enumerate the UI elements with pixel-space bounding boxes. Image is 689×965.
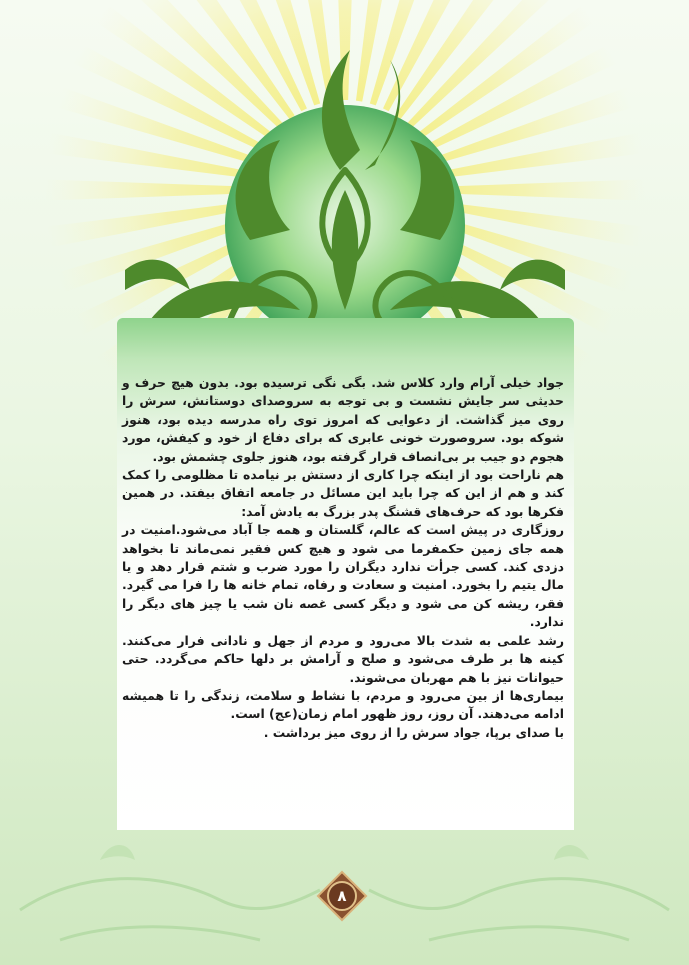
footer-vine-left-2: [60, 927, 260, 940]
leaf-far-left: [125, 260, 190, 290]
paragraph: روزگاری در پیش است که عالم، گلستان و همه جا آباد می‌شود.امنیت در همه جای زمین حکمفرما می شود و هیچ کس فقیر نمی‌ماند تا بخواهد دزدی کند. کسی جرأت ندارد دیگران را مورد ضرب و شتم قرار دهد و یا مال یتیم را بخورد. امنیت و سعادت و رفاه، تمام خانه ها را فرا می گیرد. فقر، ریشه کن می شود و دیگر کسی غصه نان شب یا چیز های دیگر را ندارد.: [122, 522, 564, 630]
paragraph: با صدای برپا، جواد سرش را از روی میز برداشت .: [263, 724, 564, 740]
paragraph: بیماری‌ها از بین می‌رود و مردم، با نشاط و سلامت، زندگی را تا همیشه ادامه می‌دهند. آن روز، روز ظهور امام زمان(عج) است.: [122, 687, 564, 722]
page-number: ۸: [337, 887, 347, 905]
footer-vine-right-2: [429, 927, 629, 940]
paragraph: جواد خیلی آرام وارد کلاس شد. بگی نگی ترسیده بود. بدون هیچ حرف و حدیثی سر جایش نشست و بی توجه به سروصدای دوستانش، سرش را روی میز گذاشت. از دعوایی که امروز توی راه مدرسه دیده بود، هنوز شوکه بود. سروصورت خونی عابری که برای دفاع از خود و کیفش، مورد هجوم دو جیب بر بی‌انصاف قرار گرفته بود، هنوز جلوی چشمش بود.: [122, 375, 564, 464]
paragraph: هم ناراحت بود از اینکه چرا کاری از دستش بر نیامده تا مظلومی را کمک کند و هم از این که چرا باید این مسائل در جامعه اتفاق بیفتد. در همین فکرها بود که حرف‌های قشنگ پدر بزرگ به یادش آمد:: [122, 467, 564, 519]
paragraph: رشد علمی به شدت بالا می‌رود و مردم از جهل و نادانی فرار می‌کنند. کینه ها بر طرف می‌شود و صلح و آرامش بر دلها حاکم می‌گردد. حتی حیوانات نیز با هم مهربان می‌شوند.: [122, 632, 564, 685]
story-text: [122, 374, 564, 814]
footer-leaf-right: [554, 845, 589, 860]
footer-leaf-left: [100, 845, 135, 860]
footer-vine-right: [369, 879, 669, 910]
footer-vine-left: [20, 879, 320, 910]
leaf-far-right: [500, 260, 565, 290]
